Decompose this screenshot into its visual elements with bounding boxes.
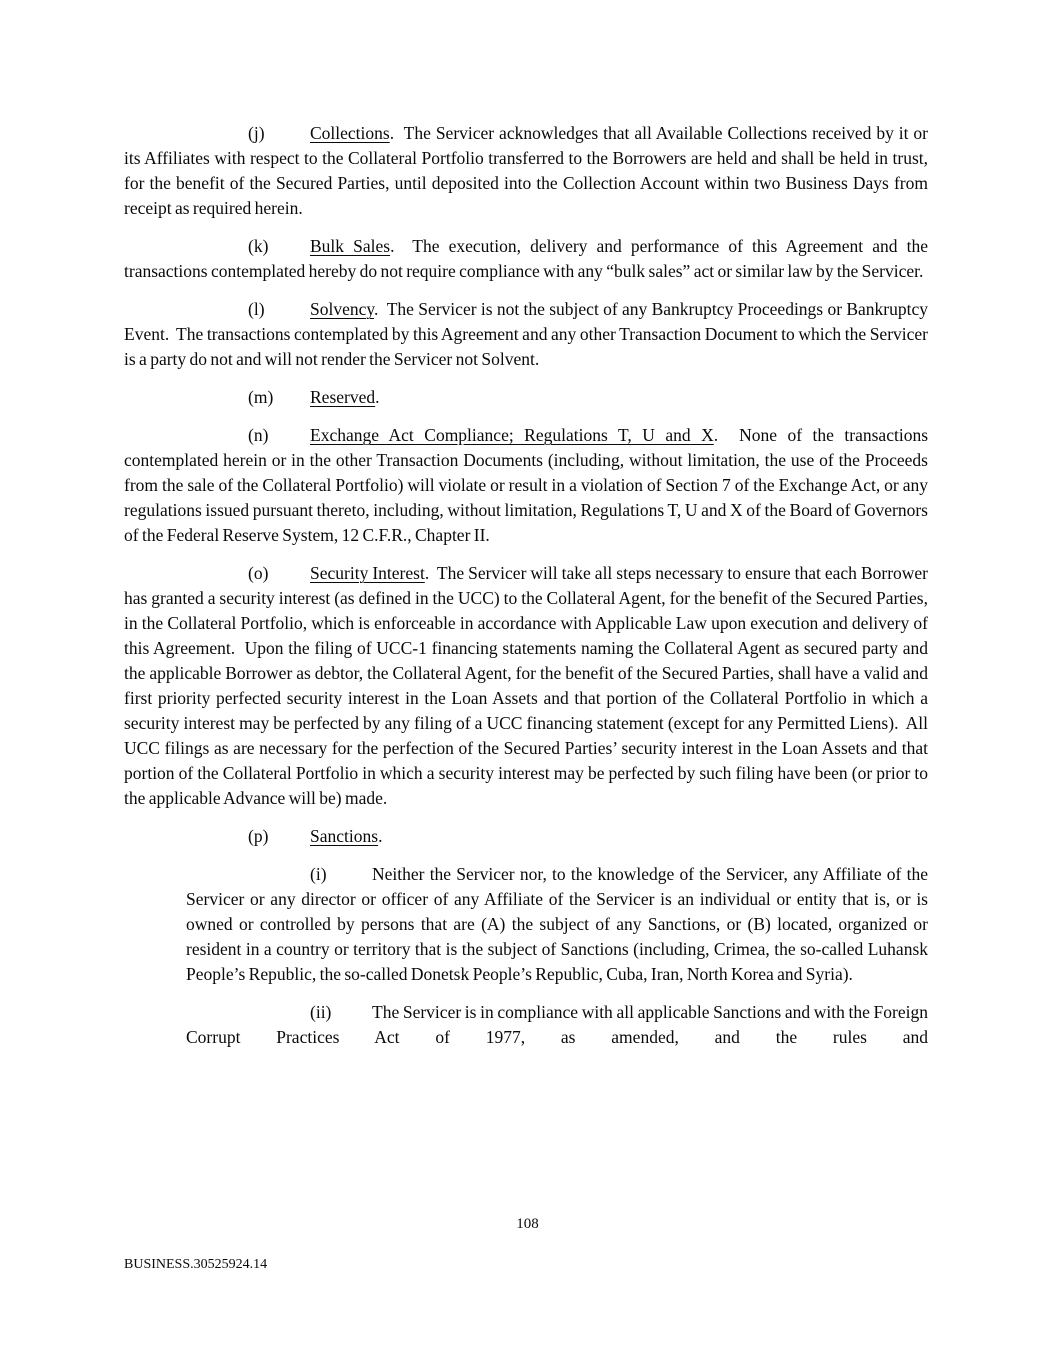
paragraph-body: The Servicer is in compliance with all applicable Sanctions and with the Foreign Corrupt Practices Act of 1977, as amended, and the rules and (186, 1002, 928, 1047)
subparagraph-ii-sanctions (186, 1000, 928, 1050)
paragraph-body: . The Servicer is not the subject of any Bankruptcy Proceedings or Bankruptcy Event. The transactions contemplated by this Agreement and any other Transaction Document to which the Servicer is a party do not and will not render the Servicer not Solvent. (124, 299, 928, 369)
paragraph-heading: Reserved (310, 387, 376, 407)
paragraph-n-exchange-act (124, 423, 928, 548)
paragraph-label: (o) (248, 563, 269, 583)
paragraph-body: . (378, 826, 383, 846)
paragraph-heading: Collections (310, 123, 390, 143)
paragraph-k-bulk-sales (124, 234, 928, 284)
paragraph-p-sanctions (124, 824, 928, 849)
paragraph-j-collections (124, 121, 928, 221)
paragraph-label: (m) (248, 387, 274, 407)
paragraph-body: . The Servicer will take all steps necessary to ensure that each Borrower has granted a security interest (as defined in the UCC) to the Collateral Agent, for the benefit of the Secured Parties, in the Collateral Portfolio, which is enforceable in accordance with Applicable Law upon execution and delivery of this Agreement. Upon the filing of UCC-1 financing statements naming the Collateral Agent as secured party and the applicable Borrower as debtor, the Collateral Agent, for the benefit of the Secured Parties, shall have a valid and first priority perfected security interest in the Loan Assets and that portion of the Collateral Portfolio in which a security interest may be perfected by any filing of a UCC financing statement (except for any Permitted Liens). All UCC filings as are necessary for the perfection of the Secured Parties’ security interest in the Loan Assets and that portion of the Collateral Portfolio in which a security interest may be perfected by such filing have been (or prior to the applicable Advance will be) made. (124, 563, 929, 808)
paragraph-heading: Sanctions (310, 826, 379, 846)
document-control-number: BUSINESS.30525924.14 (124, 1257, 268, 1272)
paragraph-o-security-interest (124, 561, 928, 811)
paragraph-heading: Security Interest (310, 563, 425, 583)
paragraph-body: Neither the Servicer nor, to the knowledge of the Servicer, any Affiliate of the Servicer or any director or officer of any Affiliate of the Servicer is an individual or entity that is, or is owned or controlled by persons that are (A) the subject of any Sanctions, or (B) located, organized or resident in a country or territory that is the subject of Sanctions (including, Crimea, the so-called Luhansk People’s Republic, the so-called Donetsk People’s Republic, Cuba, Iran, North Korea and Syria). (186, 864, 928, 984)
paragraph-heading: Exchange Act Compliance; Regulations T, U and X (310, 425, 714, 445)
paragraph-heading: Solvency (310, 299, 374, 319)
page-number: 108 (516, 1216, 539, 1232)
paragraph-l-solvency (124, 297, 928, 372)
subparagraph-i-sanctions (186, 862, 928, 987)
paragraph-body: . None of the transactions contemplated herein or in the other Transaction Documents (including, without limitation, the use of the Proceeds from the sale of the Collateral Portfolio) will violate or result in a violation of Section 7 of the Exchange Act, or any regulations issued pursuant thereto, including, without limitation, Regulations T, U and X of the Board of Governors of the Federal Reserve System, 12 C.F.R., Chapter II. (124, 425, 928, 545)
paragraph-label: (i) (310, 864, 327, 884)
paragraph-label: (j) (248, 123, 265, 143)
paragraph-body: . The execution, delivery and performance of this Agreement and the transactions contemplated hereby do not require compliance with any “bulk sales” act or similar law by the Servicer. (124, 236, 928, 281)
document-body (124, 121, 928, 1063)
paragraph-label: (k) (248, 236, 269, 256)
paragraph-label: (l) (248, 299, 265, 319)
paragraph-label: (p) (248, 826, 269, 846)
paragraph-label: (ii) (310, 1002, 332, 1022)
paragraph-body: . (375, 387, 380, 407)
paragraph-m-reserved (124, 385, 928, 410)
paragraph-body: . The Servicer acknowledges that all Available Collections received by it or its Affiliates with respect to the Collateral Portfolio transferred to the Borrowers are held and shall be held in trust, for the benefit of the Secured Parties, until deposited into the Collection Account within two Business Days from receipt as required herein. (124, 123, 928, 218)
paragraph-label: (n) (248, 425, 269, 445)
paragraph-heading: Bulk Sales (310, 236, 391, 256)
